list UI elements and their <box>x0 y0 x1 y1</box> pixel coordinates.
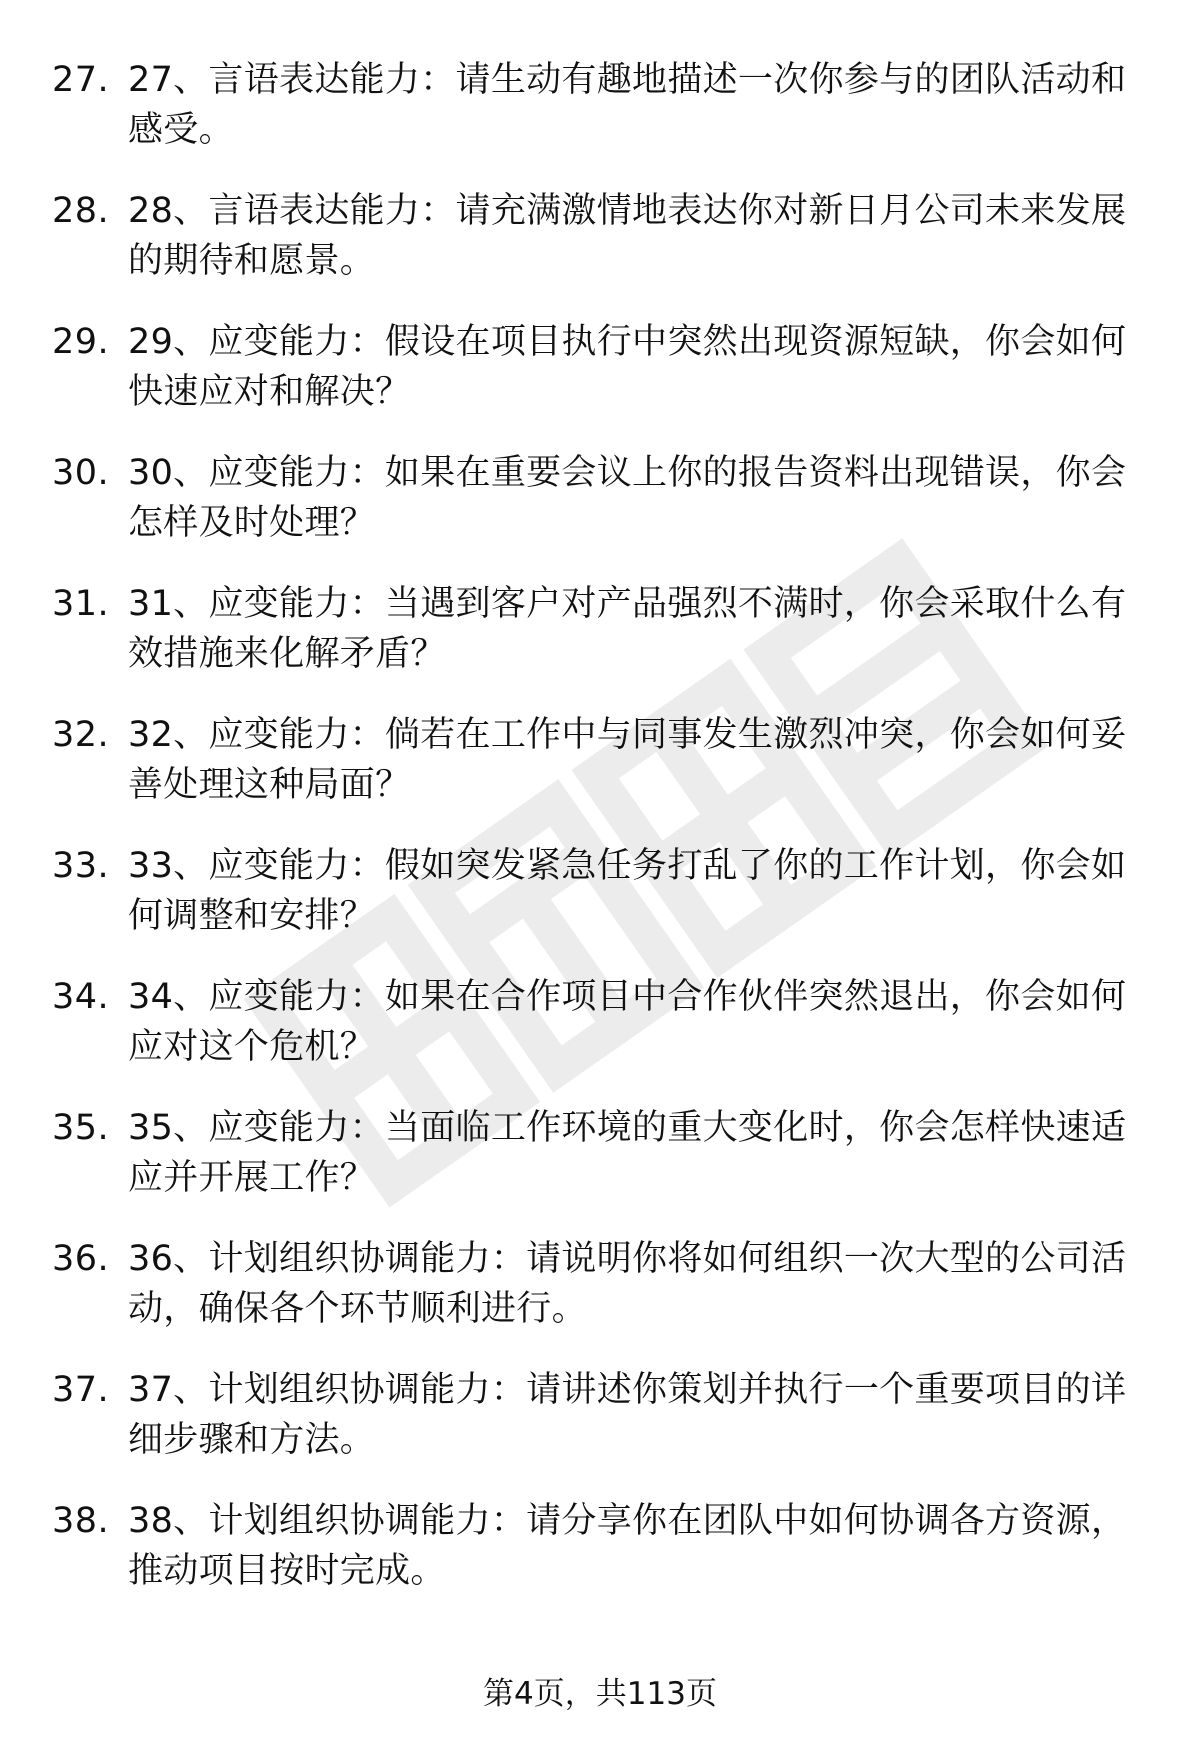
list-item <box>0 1234 1200 1365</box>
list-item <box>0 1365 1200 1496</box>
list-item <box>0 448 1200 579</box>
item-text: 32、应变能力：倘若在工作中与同事发生激烈冲突，你会如何妥善处理这种局面？ <box>128 715 1127 805</box>
list-item <box>0 55 1200 186</box>
list-item <box>0 841 1200 972</box>
item-number: 27. <box>52 60 110 100</box>
list-item <box>0 317 1200 448</box>
list-item <box>0 579 1200 710</box>
item-text: 29、应变能力：假设在项目执行中突然出现资源短缺，你会如何快速应对和解决？ <box>128 322 1127 412</box>
item-text: 38、计划组织协调能力：请分享你在团队中如何协调各方资源，推动项目按时完成。 <box>128 1501 1127 1591</box>
item-text: 31、应变能力：当遇到客户对产品强烈不满时，你会采取什么有效措施来化解矛盾？ <box>128 584 1127 674</box>
page-footer: 第4页，共113页 <box>483 1676 717 1712</box>
question-list <box>0 55 1200 1627</box>
item-text: 35、应变能力：当面临工作环境的重大变化时，你会怎样快速适应并开展工作？ <box>128 1108 1127 1198</box>
item-number: 34. <box>52 977 110 1017</box>
item-number: 37. <box>52 1370 110 1410</box>
list-item <box>0 1496 1200 1627</box>
item-text: 28、言语表达能力：请充满激情地表达你对新日月公司未来发展的期待和愿景。 <box>128 191 1127 281</box>
item-text: 30、应变能力：如果在重要会议上你的报告资料出现错误，你会怎样及时处理？ <box>128 453 1127 543</box>
item-number: 35. <box>52 1108 110 1148</box>
list-item <box>0 186 1200 317</box>
item-number: 36. <box>52 1239 110 1279</box>
item-number: 31. <box>52 584 110 624</box>
item-number: 30. <box>52 453 110 493</box>
list-item <box>0 710 1200 841</box>
list-item <box>0 972 1200 1103</box>
item-text: 34、应变能力：如果在合作项目中合作伙伴突然退出，你会如何应对这个危机？ <box>128 977 1127 1067</box>
item-text: 37、计划组织协调能力：请讲述你策划并执行一个重要项目的详细步骤和方法。 <box>128 1370 1127 1460</box>
item-text: 36、计划组织协调能力：请说明你将如何组织一次大型的公司活动，确保各个环节顺利进行。 <box>128 1239 1127 1329</box>
item-text: 27、言语表达能力：请生动有趣地描述一次你参与的团队活动和感受。 <box>128 60 1127 150</box>
item-number: 32. <box>52 715 110 755</box>
item-number: 38. <box>52 1501 110 1541</box>
item-number: 29. <box>52 322 110 362</box>
item-text: 33、应变能力：假如突发紧急任务打乱了你的工作计划，你会如何调整和安排？ <box>128 846 1127 936</box>
list-item <box>0 1103 1200 1234</box>
item-number: 28. <box>52 191 110 231</box>
item-number: 33. <box>52 846 110 886</box>
